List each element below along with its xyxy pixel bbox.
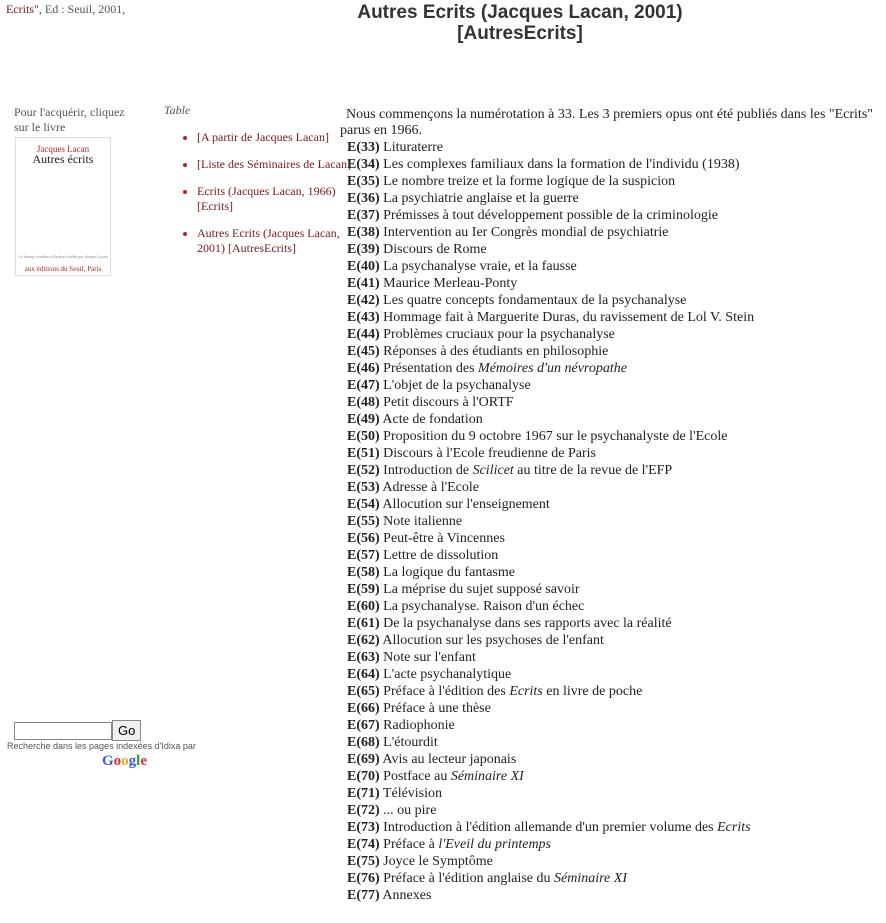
work-title: Le nombre treize et la forme logique de la suspicion — [383, 174, 676, 189]
cover-collection: Le champ freudien collection fondée par Jacques Lacan — [18, 254, 108, 259]
work-item — [347, 632, 754, 649]
work-title: La méprise du sujet supposé savoir — [383, 582, 580, 597]
work-title: Réponses à des étudiants en philosophie — [383, 344, 609, 359]
work-number: E(76) — [347, 871, 380, 886]
work-title: Problèmes cruciaux pour la psychanalyse — [383, 327, 615, 342]
work-item — [347, 462, 754, 479]
toc-item — [197, 226, 362, 256]
work-title: ... ou pire — [383, 803, 437, 818]
toc-link[interactable]: Ecrits (Jacques Lacan, 1966) [Ecrits] — [197, 184, 336, 213]
work-number: E(49) — [347, 412, 380, 427]
work-number: E(38) — [347, 225, 380, 240]
work-title: Introduction de — [383, 463, 473, 478]
work-number: E(65) — [347, 684, 380, 699]
google-letter: e — [140, 753, 148, 769]
work-title: La psychiatrie anglaise et la guerre — [383, 191, 579, 206]
work-item — [347, 173, 754, 190]
cover-publisher: aux éditions du Seuil, Paris — [24, 265, 102, 273]
work-number: E(34) — [347, 157, 380, 172]
work-number: E(66) — [347, 701, 380, 716]
google-letter: o — [121, 753, 129, 769]
work-item — [347, 139, 754, 156]
work-number: E(60) — [347, 599, 380, 614]
work-item — [347, 411, 754, 428]
work-number: E(48) — [347, 395, 380, 410]
work-title: Préface à une thèse — [383, 701, 491, 716]
work-item — [347, 496, 754, 513]
google-letter: o — [113, 753, 122, 769]
page-title-line2: [AutresEcrits] — [457, 23, 583, 44]
work-number: E(68) — [347, 735, 380, 750]
search-note-text: Recherche dans les pages indexées d'Idixa par — [7, 741, 196, 751]
work-title: Hommage fait à Marguerite Duras, du ravissement de Lol V. Stein — [383, 310, 755, 325]
work-title-italic: l'Eveil du printemps — [438, 837, 552, 852]
toc-item — [197, 184, 362, 214]
work-title: Prémisses à tout développement possible de la criminologie — [383, 208, 718, 223]
work-title-rest: en livre de poche — [542, 684, 643, 699]
work-title-italic: Ecrits — [717, 820, 751, 835]
work-item — [347, 649, 754, 666]
work-item — [347, 326, 754, 343]
work-title: Introduction à l'édition allemande d'un premier volume des — [383, 820, 718, 835]
work-title-italic: Scilicet — [472, 463, 514, 478]
work-item — [347, 547, 754, 564]
work-item — [347, 700, 754, 717]
work-title-rest: au titre de la revue de l'EFP — [513, 463, 673, 478]
work-title: Discours de Rome — [383, 242, 487, 257]
work-item — [347, 683, 754, 700]
work-number: E(53) — [347, 480, 380, 495]
work-number: E(67) — [347, 718, 380, 733]
toc-item — [197, 130, 362, 145]
work-item — [347, 428, 754, 445]
work-item — [347, 853, 754, 870]
google-letter: l — [136, 753, 141, 769]
work-title: L'objet de la psychanalyse — [383, 378, 531, 393]
work-item — [347, 615, 754, 632]
work-title: Postface au — [383, 769, 451, 784]
work-title: Radiophonie — [383, 718, 455, 733]
work-title-italic: Séminaire XI — [554, 871, 627, 886]
work-item — [347, 598, 754, 615]
ref-text: , Ed : Seuil, 2001, — [38, 2, 126, 16]
toc-label: Table — [164, 103, 191, 117]
work-item — [347, 241, 754, 258]
work-number: E(47) — [347, 378, 380, 393]
work-title: Intervention au Ier Congrès mondial de psychiatrie — [383, 225, 669, 240]
work-title: La logique du fantasme — [383, 565, 515, 580]
work-title-italic: Ecrits — [509, 684, 543, 699]
work-item — [347, 343, 754, 360]
work-number: E(59) — [347, 582, 380, 597]
toc-link[interactable]: [A partir de Jacques Lacan] — [197, 130, 329, 144]
work-number: E(52) — [347, 463, 380, 478]
book-cover-link[interactable] — [15, 137, 111, 276]
work-title: Acte de fondation — [382, 412, 483, 427]
work-item — [347, 479, 754, 496]
work-title: Proposition du 9 octobre 1967 sur le psychanalyste de l'Ecole — [383, 429, 728, 444]
work-title-italic: Séminaire XI — [450, 769, 524, 784]
work-title: L'étourdit — [383, 735, 438, 750]
work-number: E(39) — [347, 242, 380, 257]
work-number: E(56) — [347, 531, 380, 546]
google-logo — [102, 753, 147, 770]
work-item — [347, 751, 754, 768]
work-number: E(37) — [347, 208, 380, 223]
work-number: E(50) — [347, 429, 380, 444]
cover-author: Jacques Lacan — [36, 144, 90, 154]
work-number: E(71) — [347, 786, 380, 801]
work-item — [347, 581, 754, 598]
work-number: E(54) — [347, 497, 380, 512]
work-item — [347, 836, 754, 853]
work-number: E(57) — [347, 548, 380, 563]
work-title: De la psychanalyse dans ses rapports avec la réalité — [383, 616, 672, 631]
work-title: Discours à l'Ecole freudienne de Paris — [383, 446, 597, 461]
work-number: E(77) — [347, 888, 380, 903]
buy-text: Pour l'acquérir, cliquez sur le livre — [14, 105, 125, 134]
work-number: E(64) — [347, 667, 380, 682]
work-item — [347, 734, 754, 751]
work-title: Allocution sur l'enseignement — [382, 497, 550, 512]
work-title: La psychanalyse vraie, et la fausse — [383, 259, 577, 274]
work-title: Lettre de dissolution — [383, 548, 499, 563]
work-item — [347, 870, 754, 887]
work-item — [347, 717, 754, 734]
work-title: Note sur l'enfant — [383, 650, 476, 665]
work-number: E(51) — [347, 446, 380, 461]
work-number: E(44) — [347, 327, 380, 342]
toc-link[interactable]: [Liste des Séminaires de Lacan] — [197, 157, 351, 171]
work-item — [347, 258, 754, 275]
work-number: E(58) — [347, 565, 380, 580]
google-letter: G — [102, 753, 114, 769]
work-title: Télévision — [382, 786, 443, 801]
work-number: E(61) — [347, 616, 380, 631]
toc-link[interactable]: Autres Ecrits (Jacques Lacan, 2001) [AutresEcrits] — [197, 226, 340, 255]
work-item — [347, 445, 754, 462]
intro-text: Nous commençons la numérotation à 33. Les 3 premiers opus ont été publiés dans les "Ecrits" parus en 1966. — [340, 107, 873, 138]
work-title-italic: Mémoires d'un névropathe — [478, 361, 627, 376]
page-title-line1: Autres Ecrits (Jacques Lacan, 2001) — [357, 2, 683, 23]
work-item — [347, 275, 754, 292]
work-title: Avis au lecteur japonais — [382, 752, 517, 767]
work-title: Les quatre concepts fondamentaux de la psychanalyse — [383, 293, 687, 308]
work-title: Présentation des — [383, 361, 479, 376]
work-number: E(35) — [347, 174, 380, 189]
work-title: La psychanalyse. Raison d'un échec — [383, 599, 585, 614]
go-button[interactable]: Go — [112, 720, 141, 741]
work-number: E(40) — [347, 259, 380, 274]
work-item — [347, 360, 754, 377]
page-title — [310, 2, 730, 44]
work-number: E(62) — [347, 633, 380, 648]
work-title: Les complexes familiaux dans la formation de l'individu (1938) — [383, 157, 740, 172]
work-number: E(73) — [347, 820, 380, 835]
work-item — [347, 224, 754, 241]
work-title: Préface à — [383, 837, 439, 852]
work-number: E(55) — [347, 514, 380, 529]
work-number: E(42) — [347, 293, 380, 308]
work-title: Adresse à l'Ecole — [382, 480, 479, 495]
work-number: E(70) — [347, 769, 380, 784]
work-item — [347, 292, 754, 309]
work-item — [347, 207, 754, 224]
work-number: E(46) — [347, 361, 380, 376]
work-title: Lituraterre — [383, 140, 444, 155]
cover-title: Autres écrits — [32, 152, 94, 166]
work-title: L'acte psychanalytique — [383, 667, 512, 682]
work-item — [347, 377, 754, 394]
work-title: Allocution sur les psychoses de l'enfant — [382, 633, 604, 648]
work-title: Préface à l'édition des — [383, 684, 510, 699]
work-number: E(72) — [347, 803, 380, 818]
search-note — [7, 741, 196, 752]
ref-link[interactable]: Ecrits" — [6, 2, 39, 16]
work-title: Préface à l'édition anglaise du — [383, 871, 555, 886]
work-title: Note italienne — [383, 514, 463, 529]
work-item — [347, 190, 754, 207]
work-item — [347, 785, 754, 802]
work-item — [347, 156, 754, 173]
work-number: E(69) — [347, 752, 380, 767]
work-number: E(33) — [347, 140, 380, 155]
works-list — [347, 139, 754, 904]
work-number: E(45) — [347, 344, 380, 359]
work-item — [347, 666, 754, 683]
search-form — [14, 720, 141, 741]
work-item — [347, 564, 754, 581]
work-title: Joyce le Symptôme — [383, 854, 493, 869]
work-title: Maurice Merleau-Ponty — [383, 276, 518, 291]
work-title: Peut-être à Vincennes — [383, 531, 505, 546]
work-title: Annexes — [382, 888, 432, 903]
work-item — [347, 802, 754, 819]
work-item — [347, 513, 754, 530]
work-number: E(74) — [347, 837, 380, 852]
work-item — [347, 309, 754, 326]
reference-line — [6, 2, 125, 17]
work-item — [347, 819, 754, 836]
work-item — [347, 530, 754, 547]
work-number: E(75) — [347, 854, 380, 869]
work-number: E(43) — [347, 310, 380, 325]
work-item — [347, 394, 754, 411]
work-number: E(63) — [347, 650, 380, 665]
work-title: Petit discours à l'ORTF — [383, 395, 514, 410]
google-letter: g — [128, 753, 137, 769]
search-input[interactable] — [14, 722, 112, 740]
work-item — [347, 887, 754, 904]
toc-list — [170, 130, 362, 268]
work-number: E(41) — [347, 276, 380, 291]
work-item — [347, 768, 754, 785]
toc-item — [197, 157, 362, 172]
intro-paragraph — [340, 107, 880, 139]
work-number: E(36) — [347, 191, 380, 206]
